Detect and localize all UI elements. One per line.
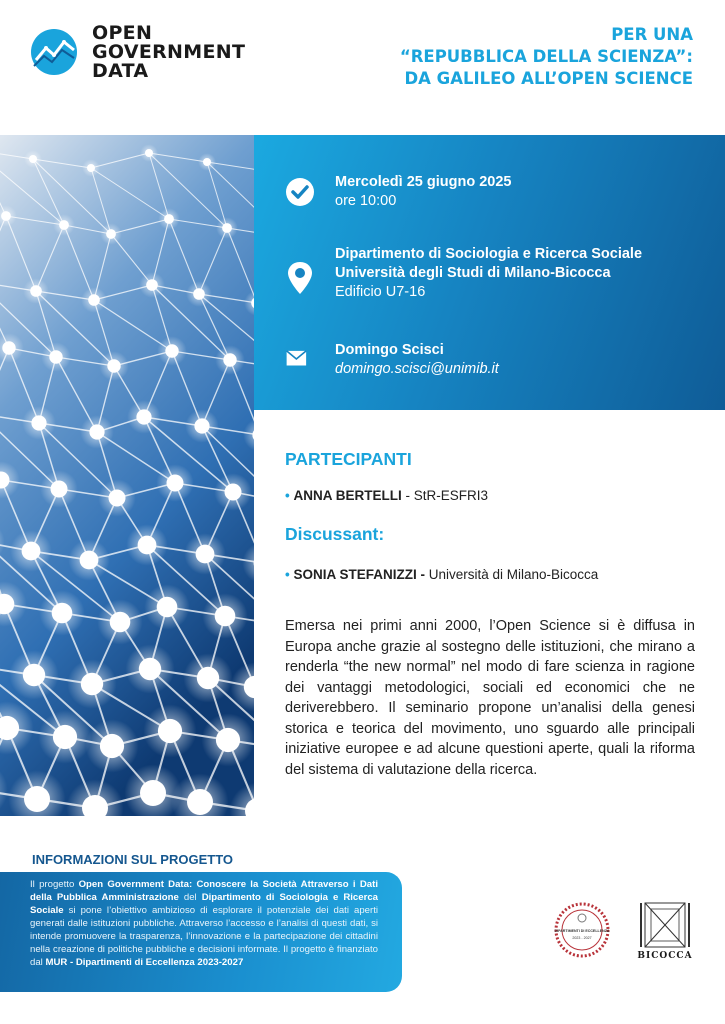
logo-line-3: DATA	[92, 60, 149, 82]
discussant-item	[285, 567, 598, 582]
date-text-block	[335, 173, 511, 211]
network-image	[0, 135, 254, 816]
discussant-name: SONIA STEFANIZZI -	[293, 567, 425, 582]
contact-email[interactable]: domingo.scisci@unimib.it	[335, 361, 499, 377]
project-funding: MUR - Dipartimenti di Eccellenza 2023-2027	[45, 957, 244, 968]
project-text-3: si pone l’obiettivo ambizioso di esplorare il potenziale dei dati aperti generati dalle istituzioni pubbliche. Attraverso l’accesso e l’analisi di questi dati, si intende promuovere la trasparenza, l’innovazione e la partecipazione dei cittadini nella creazione di politiche pubbliche e decisioni informate. Il progetto è finanziato dal	[30, 905, 378, 968]
location-pin-icon	[284, 257, 316, 295]
contact-text-block	[335, 341, 499, 379]
event-info-panel	[254, 135, 725, 410]
project-department: Dipartimento di Sociologia e Ricerca Sociale	[30, 892, 378, 916]
event-time: ore 10:00	[335, 193, 397, 209]
logo-wordmark	[92, 24, 245, 81]
project-description	[30, 878, 378, 969]
logo-line-2: GOVERNMENT	[92, 41, 246, 63]
seminar-abstract: Emersa nei primi anni 2000, l’Open Science si è diffusa in Europa anche grazie al sostegno delle istituzioni, che mirano a renderla “the new normal” nel modo di fare scienza in ragione dei vantaggi metodologici, sociali ed economici che ne deriverebbero. Il seminario propone un’analisi della genesi storica e teorica del movimento, uno sguardo alle principali iniziative europee e ad alcune questioni aperte, quali la riforma del sistema di valutazione della ricerca.	[285, 618, 695, 778]
title-line-3: DA GALILEO ALL’OPEN SCIENCE	[404, 69, 693, 88]
participant-affiliation: - StR-ESFRI3	[401, 488, 489, 503]
participant-name: ANNA BERTELLI	[293, 488, 402, 503]
event-title	[400, 24, 693, 90]
bullet: •	[285, 488, 290, 503]
discussant-affiliation: Università di Milano-Bicocca	[425, 567, 599, 582]
project-heading: INFORMAZIONI SUL PROGETTO	[32, 852, 234, 867]
ogd-logo-mark	[30, 28, 78, 76]
title-line-2: “REPUBBLICA DELLA SCIENZA”:	[399, 47, 693, 66]
venue-building: Edificio U7-16	[335, 284, 426, 300]
contact-name: Domingo Scisci	[335, 342, 444, 358]
logo-line-1: OPEN	[92, 22, 153, 44]
unimib-wordmark: BICOCCA	[637, 951, 693, 961]
event-date: Mercoledì 25 giugno 2025	[335, 174, 512, 190]
venue-text-block	[335, 245, 642, 302]
discussant-heading: Discussant:	[285, 524, 385, 544]
seal-label: DIPARTIMENTI DI ECCELLENZA	[554, 929, 610, 933]
project-text-1: Il progetto	[30, 879, 79, 890]
participants-heading: PARTECIPANTI	[285, 449, 412, 469]
project-text-2: del	[178, 892, 202, 903]
clock-icon	[284, 176, 316, 208]
participant-item	[285, 488, 488, 503]
project-name: Open Government Data: Conoscere la Società Attraverso i Dati della Pubblica Amministrazione	[30, 879, 378, 903]
seal-years: 2023 - 2027	[572, 936, 592, 940]
dipartimenti-eccellenza-seal	[552, 900, 612, 960]
envelope-icon	[284, 346, 312, 372]
bullet: •	[285, 567, 290, 582]
title-line-1: PER UNA	[611, 25, 693, 44]
venue-university: Università degli Studi di Milano-Bicocca	[335, 265, 611, 281]
venue-department: Dipartimento di Sociologia e Ricerca Sociale	[335, 246, 643, 262]
ogd-logo	[30, 24, 270, 84]
